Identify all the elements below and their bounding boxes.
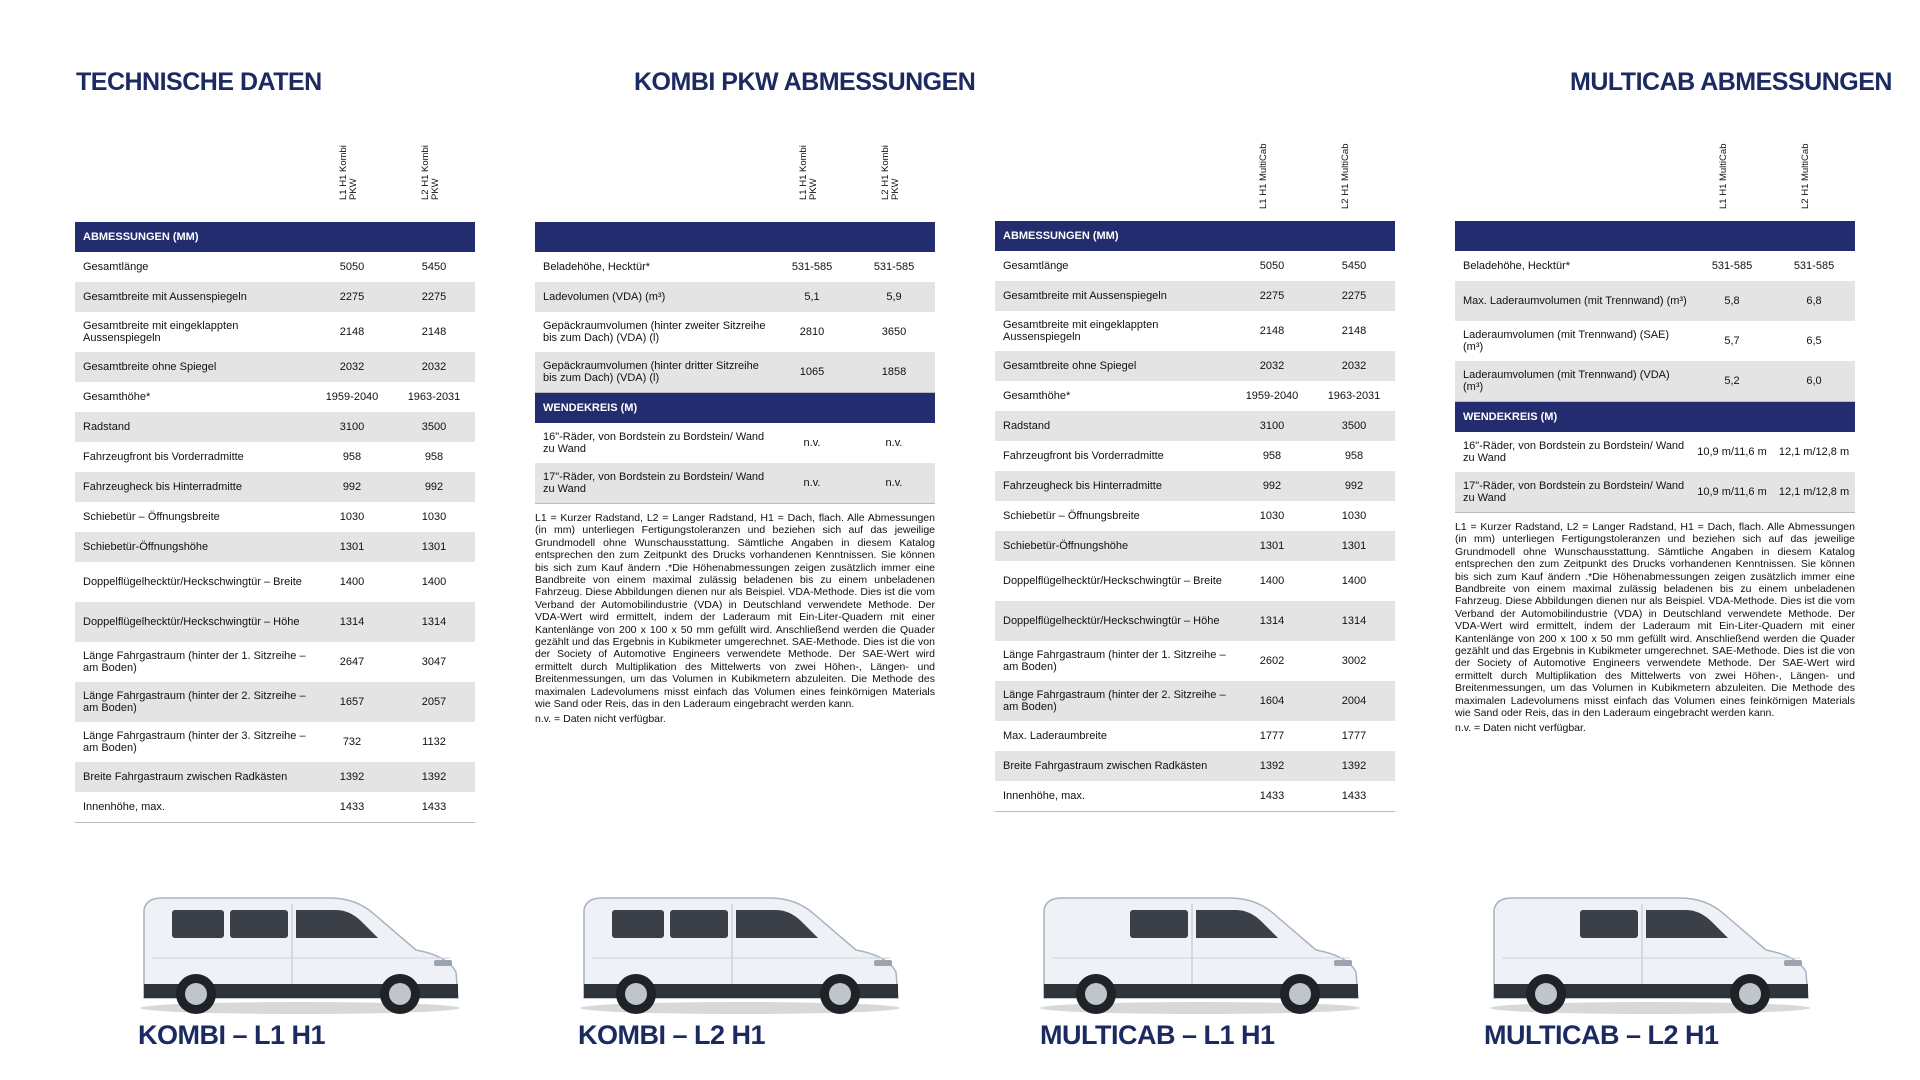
row-value: 5050 <box>339 261 365 273</box>
row-label: 17"-Räder, von Bordstein zu Bordstein/ Wand zu Wand <box>543 471 765 495</box>
row-value: n.v. <box>803 477 821 489</box>
row-value: 2032 <box>1341 360 1367 372</box>
table-row <box>995 641 1395 681</box>
col-header: L1 H1 MultiCab <box>1718 143 1729 209</box>
row-label: Laderaumvolumen (mit Trennwand) (VDA) (m³) <box>1463 369 1670 393</box>
table-row <box>995 531 1395 561</box>
vehicle-label: MULTICAB – L1 H1 <box>1040 1020 1275 1050</box>
row-value: 5,2 <box>1724 375 1740 387</box>
row-value: 1963-2031 <box>407 391 461 403</box>
row-value: 12,1 m/12,8 m <box>1778 446 1850 458</box>
rows <box>1455 432 1855 513</box>
table-row <box>75 792 475 823</box>
row-value: 1392 <box>1341 760 1367 772</box>
row-label: Gesamthöhe* <box>83 391 151 403</box>
row-label: Gesamtbreite ohne Spiegel <box>1003 360 1137 372</box>
row-value: 3500 <box>421 421 447 433</box>
table-row <box>75 312 475 352</box>
vehicle-label: KOMBI – L2 H1 <box>578 1020 766 1050</box>
row-value: 531-585 <box>873 261 915 273</box>
row-label: Breite Fahrgastraum zwischen Radkästen <box>1003 760 1208 772</box>
row-value: 5,1 <box>804 291 820 303</box>
table-row <box>535 312 935 352</box>
row-value: 2057 <box>421 696 447 708</box>
row-label: Schiebetür – Öffnungsbreite <box>83 511 220 523</box>
table-row <box>995 251 1395 281</box>
row-label: Fahrzeugheck bis Hinterradmitte <box>83 481 242 493</box>
row-label: Doppelflügelhecktür/Heckschwingtür – Höhe <box>83 616 300 628</box>
col-header: L2 H1 Kombi PKW <box>880 145 901 200</box>
row-value: 2275 <box>1259 290 1285 302</box>
row-value: 1400 <box>421 576 447 588</box>
footnote-nv: n.v. = Daten nicht verfügbar. <box>1455 721 1586 734</box>
row-value: 958 <box>1344 450 1364 462</box>
row-value: 6,5 <box>1806 335 1822 347</box>
row-label: Max. Laderaumvolumen (mit Trennwand) (m³) <box>1463 295 1687 307</box>
row-label: Gepäckraumvolumen (hinter dritter Sitzreihe bis zum Dach) (VDA) (l) <box>543 360 759 384</box>
table-row <box>995 501 1395 531</box>
row-value: 5,8 <box>1724 295 1740 307</box>
row-value: 3100 <box>1259 420 1285 432</box>
row-value: 2148 <box>1341 325 1367 337</box>
row-label: 17"-Räder, von Bordstein zu Bordstein/ Wand zu Wand <box>1463 480 1685 504</box>
van-icon <box>1480 880 1820 1020</box>
row-value: 1400 <box>339 576 365 588</box>
row-value: 2032 <box>421 361 447 373</box>
row-label: Gesamtbreite mit Aussenspiegeln <box>1003 290 1167 302</box>
table-row <box>75 762 475 792</box>
table-row <box>75 722 475 762</box>
row-label: Länge Fahrgastraum (hinter der 2. Sitzreihe – am Boden) <box>83 690 306 714</box>
row-value: 1392 <box>339 771 365 783</box>
table-row <box>1455 321 1855 361</box>
row-value: 1392 <box>1259 760 1285 772</box>
row-label: Max. Laderaumbreite <box>1003 730 1107 742</box>
row-value: 1858 <box>881 366 907 378</box>
table-kombi-load <box>535 145 935 725</box>
col-header: L2 H1 MultiCab <box>1800 143 1811 209</box>
row-value: 1132 <box>422 736 446 748</box>
table-row <box>535 252 935 282</box>
table-row <box>75 442 475 472</box>
row-value: 5450 <box>1341 260 1367 272</box>
row-value: 1030 <box>1259 510 1285 522</box>
row-label: Gesamtbreite mit eingeklappten Aussenspiegeln <box>1003 319 1159 343</box>
row-value: 10,9 m/11,6 m <box>1697 446 1767 458</box>
van-image-kombi-l2 <box>570 880 910 1020</box>
column-headers <box>1455 143 1855 221</box>
table-row <box>995 601 1395 641</box>
row-value: 5,7 <box>1724 335 1740 347</box>
table-row <box>535 352 935 393</box>
row-value: n.v. <box>803 437 821 449</box>
row-value: 1314 <box>1341 615 1367 627</box>
row-label: Länge Fahrgastraum (hinter der 2. Sitzreihe – am Boden) <box>1003 689 1226 713</box>
row-value: 3100 <box>339 421 365 433</box>
row-label: Länge Fahrgastraum (hinter der 1. Sitzreihe – am Boden) <box>1003 649 1226 673</box>
table-row <box>995 781 1395 812</box>
row-value: 958 <box>1262 450 1282 462</box>
row-value: 3047 <box>421 656 447 668</box>
col-header: L2 H1 Kombi PKW <box>420 145 441 200</box>
footnote-text: L1 = Kurzer Radstand, L2 = Langer Radstand, H1 = Dach, flach. Alle Abmessungen (in mm) unterliegen Fertigungstoleranzen und beziehen sich auf das jeweilige Grundmodell ohne Wunschausstattung. Sämtliche Angaben in diesem Katalog entsprechen den zum Zeitpunkt des Drucks vorhandenen Kenntnissen. Sie können bis sich zum Kauf ändern .*Die Höhenabmessungen zeigen zusätzlich immer eine Bandbreite von einem maximal zulässig beladenen bis zu einem unbeladenen Fahrzeug. Diese Abbildungen dienen nur als Beispiel. VDA-Methode. Dies ist die vom Verband der Automobilindustrie (VDA) in Deutschland verwendete Methode. Der VDA-Wert wird ermittelt, indem der Laderaum mit Ein-Liter-Quadern mit einer Kantenlänge von 200 x 100 x 50 mm gefüllt wird. Anschließend werden die Quader gezählt und das Ergebnis in Kubikmeter umgerechnet. SAE-Methode. Dies ist die von der Society of Automotive Engineers verwendete Methode. Der SAE-Wert wird ermittelt durch Multiplikation des Mittelwerts von zwei Höhen-, Längen- und Breitenmessungen, um das Volumen in Kubikmetern abzuleiten. Die Methode des maximalen Ladevolumens misst einfach das Volumen eines feinkörnigen Materials wie Sand oder Reis, das in den Laderaum eingebracht werden kann. <box>535 512 935 711</box>
row-label: Beladehöhe, Hecktür* <box>1463 260 1571 272</box>
section-bar-empty <box>535 222 935 252</box>
row-value: 2647 <box>339 656 365 668</box>
rows <box>75 252 475 823</box>
table-row <box>75 282 475 312</box>
row-label: Radstand <box>1003 420 1051 432</box>
row-value: 2032 <box>1259 360 1285 372</box>
table-row <box>75 682 475 722</box>
row-label: Doppelflügelhecktür/Heckschwingtür – Breite <box>1003 575 1222 587</box>
row-value: 2004 <box>1341 695 1367 707</box>
row-value: 1777 <box>1341 730 1367 742</box>
row-value: 1314 <box>421 616 447 628</box>
table-row <box>75 472 475 502</box>
col-header: L2 H1 MultiCab <box>1340 143 1351 209</box>
row-value: 2148 <box>421 326 447 338</box>
table-row <box>995 311 1395 351</box>
row-value: 1433 <box>1259 790 1285 802</box>
row-label: Schiebetür-Öffnungshöhe <box>1003 540 1129 552</box>
row-label: 16"-Räder, von Bordstein zu Bordstein/ Wand zu Wand <box>543 431 765 455</box>
row-label: Innenhöhe, max. <box>1003 790 1085 802</box>
row-value: 1777 <box>1259 730 1285 742</box>
row-value: 2148 <box>339 326 365 338</box>
row-value: 2810 <box>799 326 825 338</box>
rows <box>535 252 935 393</box>
row-label: Gesamthöhe* <box>1003 390 1071 402</box>
section-bar-abmessungen: ABMESSUNGEN (MM) <box>75 222 475 252</box>
section-bar-abmessungen: ABMESSUNGEN (MM) <box>995 221 1395 251</box>
row-value: 3002 <box>1341 655 1367 667</box>
table-row <box>75 412 475 442</box>
table-row <box>535 463 935 504</box>
row-value: 10,9 m/11,6 m <box>1697 486 1767 498</box>
row-value: 5050 <box>1259 260 1285 272</box>
table-row <box>995 381 1395 411</box>
van-icon <box>130 880 470 1020</box>
table-row <box>535 423 935 463</box>
section-bar-empty <box>1455 221 1855 251</box>
table-kombi-dimensions <box>75 145 475 823</box>
row-label: Gesamtbreite ohne Spiegel <box>83 361 217 373</box>
table-row <box>1455 251 1855 281</box>
row-value: 1604 <box>1259 695 1285 707</box>
row-value: 958 <box>424 451 444 463</box>
row-label: Radstand <box>83 421 131 433</box>
row-value: 1433 <box>339 801 365 813</box>
row-value: 1959-2040 <box>1245 390 1299 402</box>
vehicle-label: MULTICAB – L2 H1 <box>1484 1020 1719 1050</box>
row-label: Breite Fahrgastraum zwischen Radkästen <box>83 771 288 783</box>
table-row <box>995 441 1395 471</box>
rows <box>995 251 1395 812</box>
row-value: 531-585 <box>791 261 833 273</box>
row-value: 6,0 <box>1806 375 1822 387</box>
row-value: 5450 <box>421 261 447 273</box>
table-row <box>75 352 475 382</box>
row-value: 992 <box>1344 480 1364 492</box>
row-value: 1433 <box>421 801 447 813</box>
table-row <box>1455 281 1855 321</box>
row-value: 1433 <box>1341 790 1367 802</box>
row-label: Länge Fahrgastraum (hinter der 3. Sitzreihe – am Boden) <box>83 730 306 754</box>
row-value: 6,8 <box>1806 295 1822 307</box>
row-value: 3650 <box>881 326 907 338</box>
row-value: 5,9 <box>886 291 902 303</box>
table-row <box>75 562 475 602</box>
row-label: Gesamtlänge <box>83 261 149 273</box>
table-row <box>75 502 475 532</box>
table-row <box>995 281 1395 311</box>
title-multicab-abmessungen: MULTICAB ABMESSUNGEN <box>1570 68 1892 96</box>
table-row <box>75 642 475 682</box>
row-label: Beladehöhe, Hecktür* <box>543 261 651 273</box>
title-technische-daten: TECHNISCHE DATEN <box>76 68 322 96</box>
row-value: 2148 <box>1259 325 1285 337</box>
row-value: 1657 <box>339 696 365 708</box>
van-icon <box>1030 880 1370 1020</box>
title-kombi-abmessungen: KOMBI PKW ABMESSUNGEN <box>634 68 976 96</box>
row-label: Fahrzeugheck bis Hinterradmitte <box>1003 480 1162 492</box>
row-label: Länge Fahrgastraum (hinter der 1. Sitzreihe – am Boden) <box>83 650 306 674</box>
table-row <box>535 282 935 312</box>
table-multicab-load <box>1455 143 1855 734</box>
row-value: 1314 <box>339 616 365 628</box>
row-label: Laderaumvolumen (mit Trennwand) (SAE) (m³) <box>1463 329 1670 353</box>
footnote-text: L1 = Kurzer Radstand, L2 = Langer Radstand, H1 = Dach, flach. Alle Abmessungen (in mm) unterliegen Fertigungstoleranzen und beziehen sich auf das jeweilige Grundmodell ohne Wunschausstattung. Sämtliche Angaben in diesem Katalog entsprechen den zum Zeitpunkt des Drucks vorhandenen Kenntnissen. Sie können bis sich zum Kauf ändern .*Die Höhenabmessungen zeigen zusätzlich immer eine Bandbreite von einem maximal zulässig beladenen bis zu einem unbeladenen Fahrzeug. Diese Abbildungen dienen nur als Beispiel. VDA-Methode. Dies ist die vom Verband der Automobilindustrie (VDA) in Deutschland verwendete Methode. Der VDA-Wert wird ermittelt, indem der Laderaum mit Ein-Liter-Quadern mit einer Kantenlänge von 200 x 100 x 50 mm gefüllt wird. Anschließend werden die Quader gezählt und das Ergebnis in Kubikmeter umgerechnet. SAE-Methode. Dies ist die von der Society of Automotive Engineers verwendete Methode. Der SAE-Wert wird ermittelt durch Multiplikation des Mittelwerts von zwei Höhen-, Längen- und Breitenmessungen, um das Volumen in Kubikmetern abzuleiten. Die Methode des maximalen Ladevolumens misst einfach das Volumen eines feinkörnigen Materials wie Sand oder Reis, das in den Laderaum eingebracht werden kann. <box>1455 521 1855 720</box>
row-label: Gesamtbreite mit Aussenspiegeln <box>83 291 247 303</box>
table-row <box>75 602 475 642</box>
row-value: 12,1 m/12,8 m <box>1778 486 1850 498</box>
section-bar-wendekreis: WENDEKREIS (M) <box>1455 402 1855 432</box>
row-label: Gepäckraumvolumen (hinter zweiter Sitzreihe bis zum Dach) (VDA) (l) <box>543 320 766 344</box>
row-value: 1400 <box>1341 575 1367 587</box>
row-value: 1065 <box>799 366 825 378</box>
van-image-multicab-l2 <box>1480 880 1820 1020</box>
row-value: 1301 <box>421 541 447 553</box>
section-bar-wendekreis: WENDEKREIS (M) <box>535 393 935 423</box>
table-row <box>995 471 1395 501</box>
rows <box>535 423 935 504</box>
row-value: 992 <box>342 481 362 493</box>
table-row <box>995 751 1395 781</box>
table-multicab-dimensions <box>995 143 1395 812</box>
row-label: Fahrzeugfront bis Vorderradmitte <box>1003 450 1164 462</box>
column-headers <box>535 145 935 222</box>
row-value: n.v. <box>885 477 903 489</box>
rows <box>1455 251 1855 402</box>
row-value: 2032 <box>339 361 365 373</box>
row-value: 992 <box>1262 480 1282 492</box>
row-value: 3500 <box>1341 420 1367 432</box>
van-image-kombi-l1 <box>130 880 470 1020</box>
row-value: 958 <box>342 451 362 463</box>
table-row <box>995 351 1395 381</box>
table-row <box>995 411 1395 441</box>
table-row <box>995 561 1395 601</box>
footnote-nv: n.v. = Daten nicht verfügbar. <box>535 712 666 725</box>
row-value: 531-585 <box>1793 260 1835 272</box>
vehicle-label: KOMBI – L1 H1 <box>138 1020 326 1050</box>
row-label: Doppelflügelhecktür/Heckschwingtür – Breite <box>83 576 302 588</box>
col-header: L1 H1 MultiCab <box>1258 143 1269 209</box>
row-label: Doppelflügelhecktür/Heckschwingtür – Höhe <box>1003 615 1220 627</box>
table-row <box>75 382 475 412</box>
row-value: 2602 <box>1259 655 1285 667</box>
row-value: 2275 <box>421 291 447 303</box>
column-headers <box>995 143 1395 221</box>
row-value: 1301 <box>339 541 365 553</box>
row-label: Ladevolumen (VDA) (m³) <box>543 291 666 303</box>
row-value: 1301 <box>1341 540 1367 552</box>
row-value: 1030 <box>1341 510 1367 522</box>
row-value: 2275 <box>1341 290 1367 302</box>
row-label: Fahrzeugfront bis Vorderradmitte <box>83 451 244 463</box>
row-label: Gesamtbreite mit eingeklappten Aussenspiegeln <box>83 320 239 344</box>
row-value: 1301 <box>1259 540 1285 552</box>
row-label: Innenhöhe, max. <box>83 801 165 813</box>
table-row <box>1455 361 1855 402</box>
van-icon <box>570 880 910 1020</box>
van-image-multicab-l1 <box>1030 880 1370 1020</box>
row-value: 1030 <box>421 511 447 523</box>
table-row <box>75 532 475 562</box>
row-value: 1314 <box>1259 615 1285 627</box>
table-row <box>995 681 1395 721</box>
row-label: Gesamtlänge <box>1003 260 1069 272</box>
row-value: 1963-2031 <box>1327 390 1381 402</box>
row-value: 992 <box>424 481 444 493</box>
row-value: n.v. <box>885 437 903 449</box>
column-headers <box>75 145 475 222</box>
row-value: 732 <box>342 736 362 748</box>
table-row <box>995 721 1395 751</box>
row-value: 531-585 <box>1711 260 1753 272</box>
row-label: 16"-Räder, von Bordstein zu Bordstein/ Wand zu Wand <box>1463 440 1685 464</box>
row-value: 1030 <box>339 511 365 523</box>
col-header: L1 H1 Kombi PKW <box>798 145 819 200</box>
row-value: 1392 <box>421 771 447 783</box>
row-value: 1400 <box>1259 575 1285 587</box>
table-row <box>75 252 475 282</box>
row-label: Schiebetür-Öffnungshöhe <box>83 541 209 553</box>
row-value: 2275 <box>339 291 365 303</box>
col-header: L1 H1 Kombi PKW <box>338 145 359 200</box>
row-label: Schiebetür – Öffnungsbreite <box>1003 510 1140 522</box>
row-value: 1959-2040 <box>325 391 379 403</box>
table-row <box>1455 432 1855 472</box>
table-row <box>1455 472 1855 513</box>
